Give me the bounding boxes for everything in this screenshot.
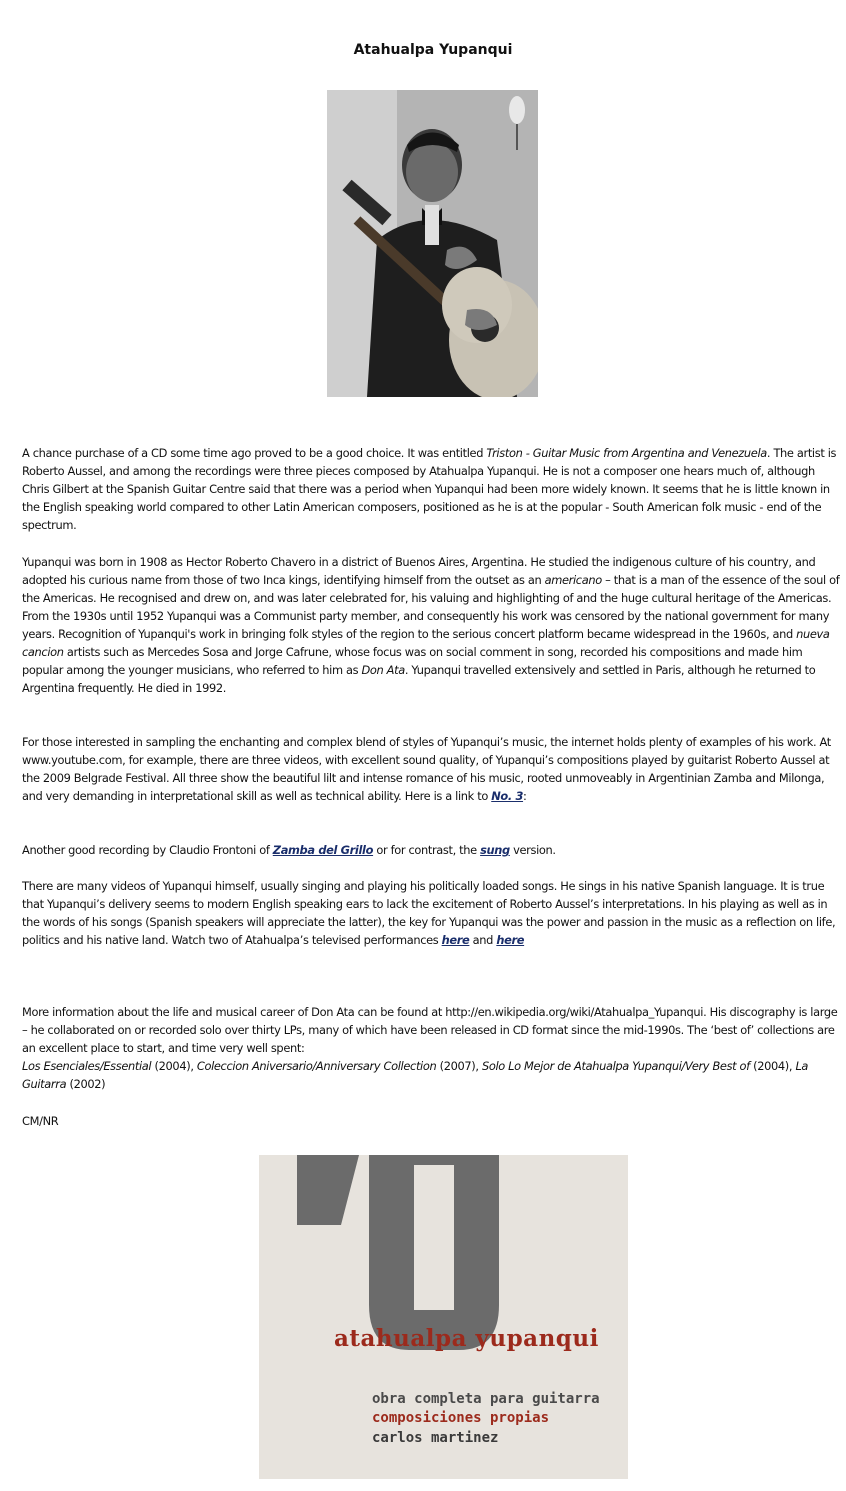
intro-text-c: . The artist is Roberto Aussel, and among the recordings were three pieces composed by Atahualpa Yupanqui. He is not a composer one hears much of, although Chris Gilbert at the Spanish Guitar Centre said that there was a period when Yupanqui had been more widely known. It seems that he is little known in the English speaking world compared to other Latin American composers, positioned as he is at the popular - South American folk music - end of the spectrum. xyxy=(22,446,837,532)
disco-album-2: Coleccion Aniversario/Anniversary Collection xyxy=(196,1059,437,1073)
disco-year-4: (2002) xyxy=(66,1077,106,1091)
page-title: Atahualpa Yupanqui xyxy=(353,42,513,58)
bio-americano: americano xyxy=(544,573,602,587)
discography-paragraph xyxy=(22,1003,844,1093)
cover-line-3: carlos martinez xyxy=(372,1430,499,1446)
videos-paragraph xyxy=(22,877,844,949)
frontoni-text-b: or for contrast, the xyxy=(373,843,481,857)
frontoni-paragraph xyxy=(22,841,844,859)
disco-year-2: (2007), xyxy=(436,1059,482,1073)
cover-line-2: composiciones propias xyxy=(372,1410,550,1426)
cover-artist-name: atahualpa yupanqui xyxy=(334,1325,599,1352)
recordings-paragraph xyxy=(22,733,844,805)
disco-year-1: (2004), xyxy=(151,1059,197,1073)
recordings-text-a: For those interested in sampling the enchanting and complex blend of styles of Yupanqui’s music, the internet holds plenty of examples of his work. At www.youtube.com, for example, there are three videos, with excellent sound quality, of Yupanqui’s compositions played by guitarist Roberto Aussel at the 2009 Belgrade Festival. All three show the beautiful lilt and intense romance of his music, rooted unmoveably in Argentinian Zamba and Milonga, and very demanding in interpretational skill as well as technical ability. Here is a link to xyxy=(22,735,831,803)
intro-paragraph xyxy=(22,444,844,534)
guitarist-photo-icon xyxy=(327,90,538,397)
disco-album-3: Solo Lo Mejor de Atahualpa Yupanqui/Very Best of xyxy=(481,1059,750,1073)
album-title: Triston - Guitar Music from Argentina and Venezuela xyxy=(486,446,767,460)
cover-line-1: obra completa para guitarra xyxy=(372,1391,600,1407)
videos-text-a: There are many videos of Yupanqui himself, usually singing and playing his politically loaded songs. He sings in his native Spanish language. It is true that Yupanqui’s delivery seems to modern English speaking ears to lack the excitement of Roberto Aussel’s interpretations. In his playing as well as in the words of his songs (Spanish speakers will appreciate the latter), the key for Yupanqui was the power and passion in the music as a reflection on life, politics and his native land. Watch two of Atahualpa’s televised performances xyxy=(22,879,836,947)
bio-nueva-cancion: nueva cancion xyxy=(22,627,830,659)
disco-text-a: More information about the life and musical career of Don Ata can be found at http://en.wikipedia.org/wiki/Atahualpa_Yupanqui. His discography is large – he collaborated on or recorded solo over thirty LPs, many of which have been released in CD format since the mid-1990s. The ‘best of’ collections are an excellent place to start, and time very well spent: xyxy=(22,1005,838,1055)
bio-text-e: artists such as Mercedes Sosa and Jorge Cafrune, whose focus was on social comment in song, recorded his compositions and made him popular among the younger musicians, who referred to him as xyxy=(22,645,803,677)
bio-don-ata: Don Ata xyxy=(361,663,405,677)
disco-album-4: La Guitarra xyxy=(22,1059,809,1091)
sung-version-link[interactable]: sung xyxy=(480,843,510,857)
bio-text-c: – that is a man of the essence of the soul of the Americas. He recognised and drew on, and was later celebrated for, his valuing and highlighting of and the huge cultural heritage of the Americas. From the 1930s until 1952 Yupanqui was a Communist party member, and consequently his work was censored by the national government for many years. Recognition of Yupanqui's work in bringing folk styles of the region to the serious concert platform became widespread in the 1960s, and xyxy=(22,573,840,641)
performance-link-2[interactable]: here xyxy=(496,933,525,947)
no3-link[interactable]: No. 3 xyxy=(491,789,524,803)
album-cover xyxy=(259,1155,628,1479)
recordings-text-b: : xyxy=(523,789,527,803)
performance-link-1[interactable]: here xyxy=(441,933,470,947)
guitarist-photo xyxy=(327,90,538,397)
biography-paragraph xyxy=(22,553,844,697)
bio-text-a: Yupanqui was born in 1908 as Hector Roberto Chavero in a district of Buenos Aires, Argentina. He studied the indigenous culture of his country, and adopted his curious name from those of two Inca kings, identifying himself from the outset as an xyxy=(22,555,816,587)
frontoni-text-c: version. xyxy=(509,843,556,857)
intro-text-a: A chance purchase of a CD some time ago proved to be a good choice. It was entitled xyxy=(22,446,487,460)
videos-text-b: and xyxy=(469,933,497,947)
zamba-del-grillo-link[interactable]: Zamba del Grillo xyxy=(272,843,374,857)
signoff: CM/NR xyxy=(22,1114,59,1128)
bio-text-g: . Yupanqui travelled extensively and settled in Paris, although he returned to Argentina frequently. He died in 1992. xyxy=(22,663,816,695)
disco-year-3: (2004), xyxy=(749,1059,796,1073)
disco-album-1: Los Esenciales/Essential xyxy=(22,1059,152,1073)
frontoni-text-a: Another good recording by Claudio Frontoni of xyxy=(22,843,273,857)
